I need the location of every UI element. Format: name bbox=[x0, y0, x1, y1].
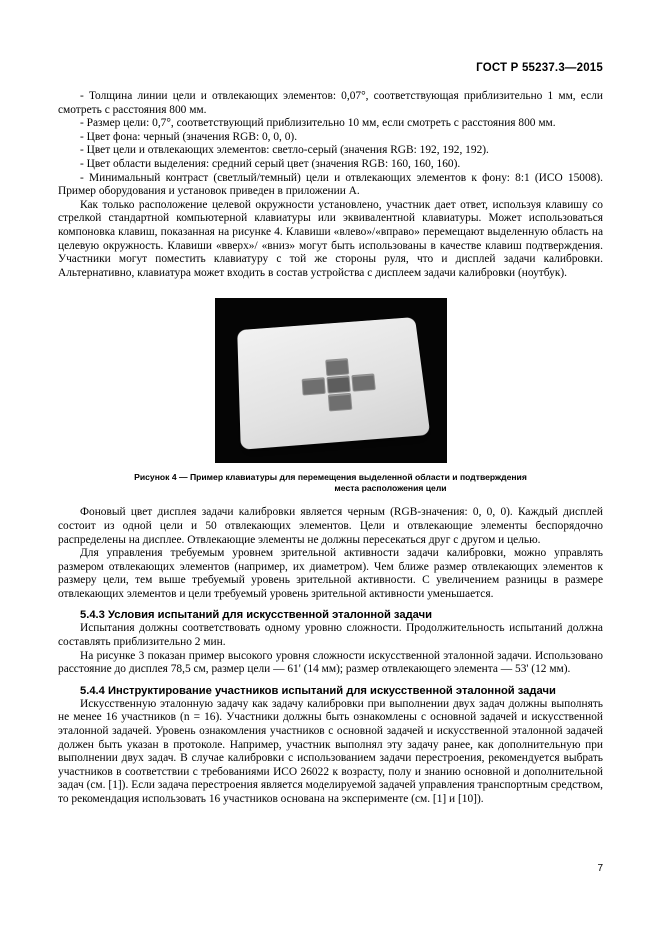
parameters-bullet-list bbox=[58, 90, 603, 199]
paragraph-keyboard-layout: Как только расположение целевой окружности установлено, участник дает ответ, используя клавишу со стрелкой стандартной компьютерной клавиатуры или эквивалентной клавиатуры. Может использоваться компоновка клавиш, показанная на рисунке 4. Клавиши «влево»/«вправо» перемещают выделенную область на целевую окружность. Клавиши «вверх»/ «вниз» могут быть использованы в качестве клавиш подтверждения. Участники могут поместить клавиатуру с той же стороны руля, что и дисплей задачи калибровки. Альтернативно, клавиатура может входить в состав устройства с дисплеем задачи калибровки (ноутбук). bbox=[58, 198, 603, 279]
document-content bbox=[58, 90, 603, 807]
paragraph-5-4-3-2: На рисунке 3 показан пример высокого уровня сложности искусственной эталонной задачи. Использовано расстояние до дисплея 78,5 см, размер цели — 61' (14 мм); размер отвлекающего элемента — 53' (12 мм). bbox=[58, 649, 603, 676]
arrow-up-key bbox=[325, 358, 349, 376]
list-item: - Толщина линии цели и отвлекающих элементов: 0,07°, соответствующая приблизительно 1 мм, если смотреть с расстояния 800 мм. bbox=[58, 90, 603, 116]
paragraph-background-color: Фоновый цвет дисплея задачи калибровки является черным (RGB-значения: 0, 0, 0). Каждый дисплей состоит из одной цели и 50 отвлекающих элементов. Цели и отвлекающие элементы беспорядочно распределены на дисплее. Отвлекающие элементы не должны пересекаться друг с другом и целью. bbox=[58, 506, 603, 546]
figure-4-caption bbox=[58, 472, 603, 494]
figure-4-caption-line1: Рисунок 4 — Пример клавиатуры для перемещения выделенной области и подтверждения bbox=[134, 472, 527, 483]
figure-4 bbox=[58, 298, 603, 494]
figure-4-image bbox=[215, 298, 447, 463]
paragraph-5-4-4-1: Искусственную эталонную задачу как задачу калибровки при выполнении двух задач должны выполнять не менее 16 участников (n = 16). Участники должны быть ознакомлены с основной задачей и искусственной эталонной задачей. Уровень ознакомления участников с основной задачей и искусственной эталонной задачей должен быть указан в протоколе. Например, участник выполнял эту задачу ранее, как дополнительную при выполнении двух задач. В случае калибровки с использованием задачи перестроения, рекомендуется выбрать участников в соответствии с требованиями ИСО 26022 к возрасту, полу и знанию основной и дополнительной задач (см. [1]). Если задача перестроения является моделируемой задачей управления транспортным средством, то рекомендация использовать 16 участников основана на эксперименте (см. [1] и [10]). bbox=[58, 697, 603, 805]
list-item: - Цвет области выделения: средний серый цвет (значения RGB: 160, 160, 160). bbox=[80, 157, 461, 170]
list-item: - Минимальный контраст (светлый/темный) цели и отвлекающих элементов к фону: 8:1 (ИСО 15008). Пример оборудования и установок приведен в приложении А. bbox=[58, 171, 603, 198]
page-number: 7 bbox=[597, 863, 603, 874]
heading-5-4-4: 5.4.4 Инструктирование участников испытаний для искусственной эталонной задачи bbox=[80, 684, 556, 697]
page-header-standard-title: ГОСТ Р 55237.3—2015 bbox=[476, 62, 603, 74]
paragraph-5-4-3-1: Испытания должны соответствовать одному уровню сложности. Продолжительность испытаний должна составлять приблизительно 2 мин. bbox=[58, 622, 603, 649]
arrow-down-key bbox=[328, 393, 353, 412]
figure-4-caption-line2: места расположения цели bbox=[334, 483, 447, 494]
arrow-key-cluster bbox=[300, 356, 378, 410]
list-item: - Цвет фона: черный (значения RGB: 0, 0, 0). bbox=[80, 130, 298, 143]
arrow-center-key bbox=[327, 375, 351, 393]
paragraph-visual-demand-control: Для управления требуемым уровнем зрительной активности задачи калибровки, можно управлять размером отвлекающих элементов (например, их диаметром). Чем ближе размер отвлекающих элементов к размеру цели, тем выше требуемый уровень зрительной активности. С увеличением разницы в размере отвлекающих элементов и цели требуемый уровень зрительной активности уменьшается. bbox=[58, 547, 603, 600]
list-item: - Размер цели: 0,7°, соответствующий приблизительно 10 мм, если смотреть с расстояния 800 мм. bbox=[80, 117, 556, 130]
heading-5-4-3: 5.4.3 Условия испытаний для искусственной эталонной задачи bbox=[80, 609, 432, 622]
arrow-right-key bbox=[351, 373, 375, 391]
arrow-left-key bbox=[302, 377, 326, 395]
list-item: - Цвет цели и отвлекающих элементов: светло-серый (значения RGB: 192, 192, 192). bbox=[80, 144, 489, 157]
